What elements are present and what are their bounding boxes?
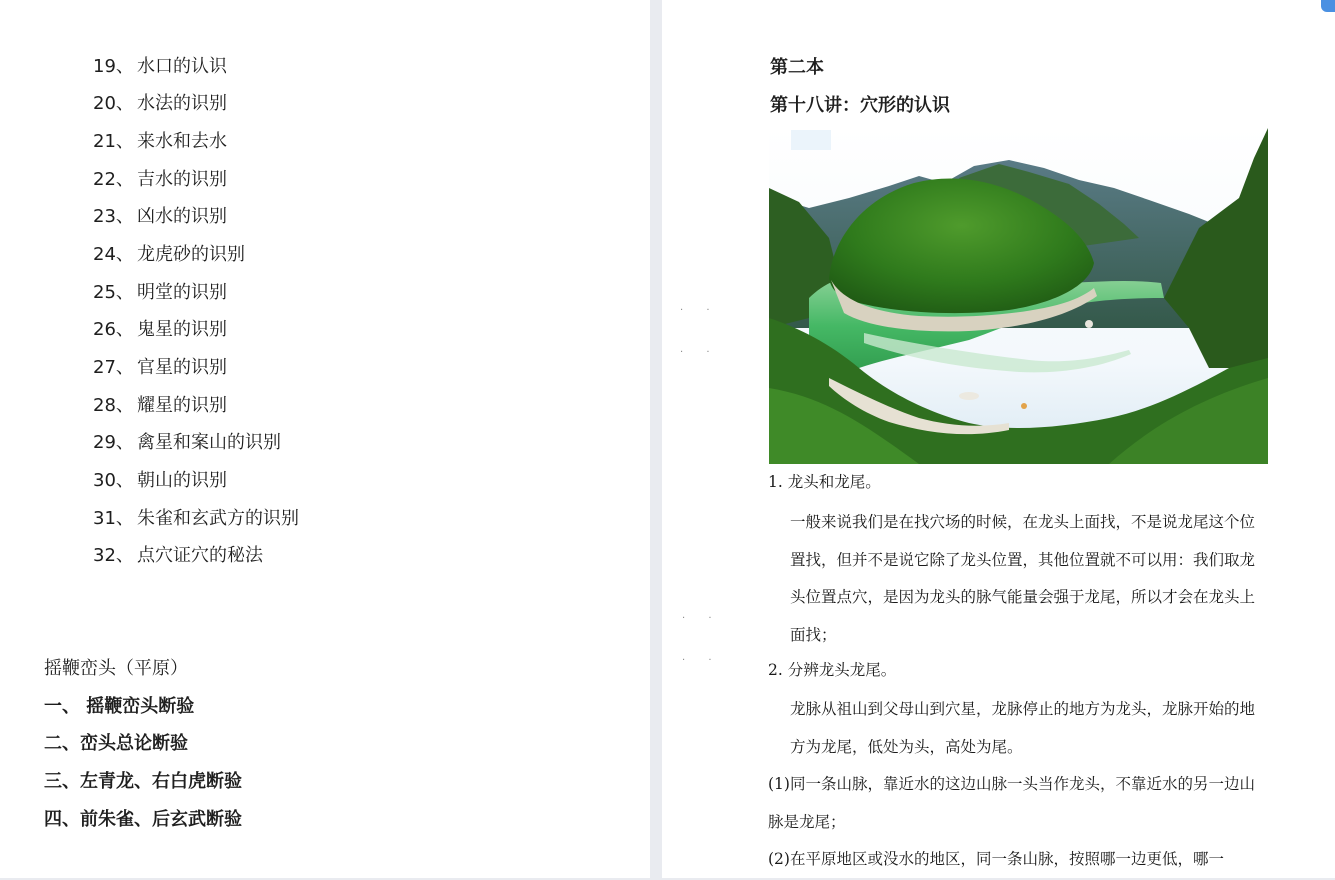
toc-item: 25、 明堂的识别 — [93, 282, 227, 303]
lecture-title: 第十八讲：穴形的认识 — [770, 95, 950, 116]
toc-item: 30、 朝山的识别 — [93, 470, 227, 491]
corner-badge[interactable] — [1321, 0, 1335, 12]
toc-item: 19、 水口的认识 — [93, 56, 227, 77]
right-page — [662, 0, 1335, 878]
toc-item: 21、 来水和去水 — [93, 131, 227, 152]
section-item: 一、 摇鞭峦头断验 — [44, 696, 195, 717]
toc-item: 28、 耀星的识别 — [93, 395, 227, 416]
toc-item: 22、 吉水的识别 — [93, 169, 227, 190]
section-item: 四、前朱雀、后玄武断验 — [44, 809, 242, 830]
scan-specks: · · — [682, 613, 722, 624]
scan-specks: · · — [680, 347, 720, 358]
paragraph: 一般来说我们是在找穴场的时候，在龙头上面找，不是说龙尾这个位置找，但并不是说它除了龙头位置，其他位置就不可以用：我们取龙头位置点穴，是因为龙头的脉气能量会强于龙尾，所以才会在龙头上面找； — [790, 513, 1256, 644]
scan-specks: · · — [680, 305, 720, 316]
scan-specks: · · — [682, 655, 722, 666]
paragraph: 1. 龙头和龙尾。 — [768, 473, 881, 491]
paragraph: 2. 分辨龙头龙尾。 — [768, 661, 897, 679]
section-title: 摇鞭峦头（平原） — [44, 658, 188, 679]
paragraph: (1)同一条山脉，靠近水的这边山脉一头当作龙头，不靠近水的另一边山脉是龙尾； — [768, 775, 1255, 831]
toc-item: 29、 禽星和案山的识别 — [93, 432, 281, 453]
section-item: 三、左青龙、右白虎断验 — [44, 771, 242, 792]
book-title: 第二本 — [770, 57, 824, 78]
toc-item: 31、 朱雀和玄武方的识别 — [93, 508, 299, 529]
paragraph: (2)在平原地区或没水的地区，同一条山脉，按照哪一边更低，哪一 — [768, 850, 1224, 868]
toc-item: 24、 龙虎砂的识别 — [93, 244, 245, 265]
toc-item: 32、 点穴证穴的秘法 — [93, 545, 263, 566]
section-item: 二、峦头总论断验 — [44, 733, 188, 754]
river-valley-landscape-image — [769, 128, 1268, 464]
toc-item: 27、 官星的识别 — [93, 357, 227, 378]
paragraph: 龙脉从祖山到父母山到穴星，龙脉停止的地方为龙头，龙脉开始的地方为龙尾，低处为头，高处为尾。 — [790, 700, 1256, 756]
toc-item: 23、 凶水的识别 — [93, 206, 227, 227]
left-page — [0, 0, 650, 878]
toc-item: 26、 鬼星的识别 — [93, 319, 227, 340]
toc-item: 20、 水法的识别 — [93, 93, 227, 114]
